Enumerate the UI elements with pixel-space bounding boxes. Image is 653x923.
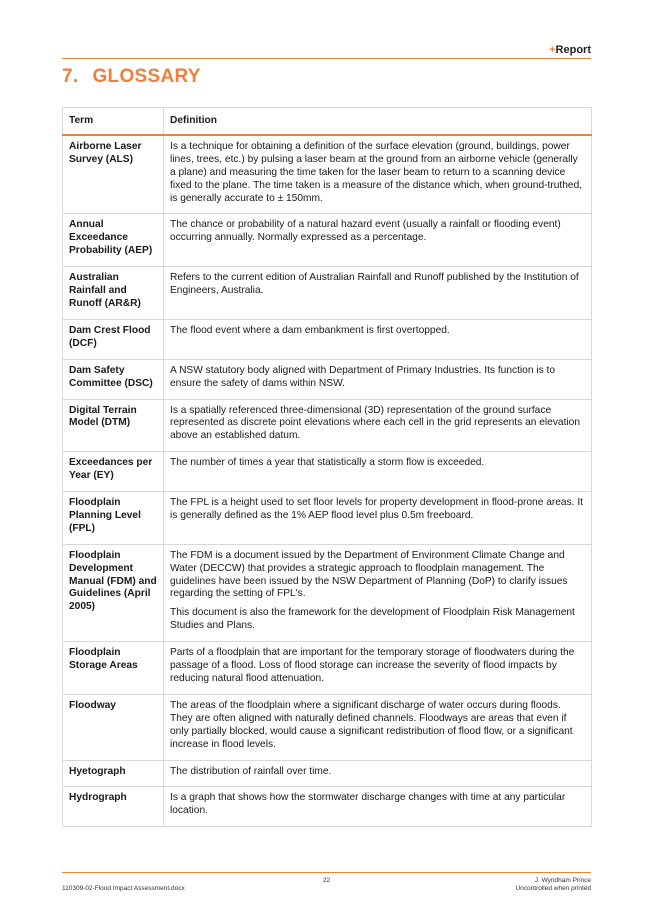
section-title: GLOSSARY (92, 66, 201, 87)
glossary-term: Dam Safety Committee (DSC) (63, 359, 164, 399)
definition-paragraph: The flood event where a dam embankment is first overtopped. (170, 324, 450, 336)
glossary-definition (164, 135, 592, 214)
glossary-row (63, 319, 592, 359)
glossary-row (63, 399, 592, 452)
glossary-header-row (63, 108, 592, 135)
document-filename: 110309-02-Flood Impact Assessment.docx (62, 885, 185, 892)
glossary-term: Australian Rainfall and Runoff (AR&R) (63, 267, 164, 320)
glossary-row (63, 642, 592, 695)
definition-paragraph: The distribution of rainfall over time. (170, 765, 332, 777)
glossary-row (63, 760, 592, 787)
header-rule (62, 58, 591, 59)
glossary-definition (164, 214, 592, 267)
glossary-definition (164, 544, 592, 641)
glossary-definition (164, 760, 592, 787)
section-heading (62, 66, 201, 88)
glossary-body (63, 135, 592, 827)
report-header-label (549, 44, 591, 56)
glossary-row (63, 267, 592, 320)
definition-paragraph: Parts of a floodplain that are important for the temporary storage of floodwaters during the passage of a flood. Loss of flood storage can increase the severity of flood impacts by reducing natural flood attenuation. (170, 647, 575, 684)
definition-paragraph: A NSW statutory body aligned with Department of Primary Industries. Its function is to ensure the safety of dams within NSW. (170, 364, 556, 389)
footer-rule (62, 872, 591, 873)
glossary-definition (164, 492, 592, 545)
glossary-definition (164, 642, 592, 695)
definition-paragraph: Is a spatially referenced three-dimensional (3D) representation of the ground surface represented as discrete point elevations where each cell in the grid represents an elevation above an established datum. (170, 404, 581, 442)
glossary-row (63, 544, 592, 641)
definition-paragraph: The chance or probability of a natural hazard event (usually a rainfall or flooding event) occurring annually. Normally expressed as a percentage. (170, 219, 561, 244)
glossary-term: Airborne Laser Survey (ALS) (63, 135, 164, 214)
glossary-definition (164, 452, 592, 492)
glossary-definition (164, 787, 592, 827)
glossary-row (63, 135, 592, 214)
glossary-term: Digital Terrain Model (DTM) (63, 399, 164, 452)
glossary-row (63, 214, 592, 267)
glossary-definition (164, 399, 592, 452)
definition-paragraph: The number of times a year that statistically a storm flow is exceeded. (170, 457, 485, 469)
glossary-row (63, 452, 592, 492)
glossary-term: Hydrograph (63, 787, 164, 827)
glossary-term: Dam Crest Flood (DCF) (63, 319, 164, 359)
definition-paragraph: Is a technique for obtaining a definition of the surface elevation (ground, buildings, power lines, trees, etc.) by pulsing a laser beam at the ground from an airborne vehicle (generally a plane) and measuring the time taken for the laser beam to return to a scanning device fixed to the plane. The time taken is a measure of the distance which, when ground-truthed, is generally accurate to ± 150mm. (170, 140, 583, 204)
glossary-term: Exceedances per Year (EY) (63, 452, 164, 492)
column-header-definition: Definition (164, 108, 592, 135)
definition-paragraph: Refers to the current edition of Australian Rainfall and Runoff published by the Institution of Engineers, Australia. (170, 272, 579, 297)
glossary-term: Floodplain Development Manual (FDM) and Guidelines (April 2005) (63, 544, 164, 641)
glossary-row (63, 787, 592, 827)
page-number: 22 (322, 877, 331, 884)
plus-mark: + (549, 44, 556, 56)
column-header-term: Term (63, 108, 164, 135)
definition-paragraph: The areas of the floodplain where a significant discharge of water occurs during floods. They are often aligned with naturally defined channels. Floodways are areas that even if only partially blocked, would cause a significant redistribution of flood flow, or a significant increase in flood levels. (170, 699, 573, 750)
glossary-term: Hyetograph (63, 760, 164, 787)
glossary-definition (164, 319, 592, 359)
document-control-note: Uncontrolled when printed (515, 885, 591, 892)
glossary-term: Floodplain Planning Level (FPL) (63, 492, 164, 545)
definition-paragraph: Is a graph that shows how the stormwater discharge changes with time at any particular location. (170, 792, 566, 817)
glossary-term: Annual Exceedance Probability (AEP) (63, 214, 164, 267)
glossary-definition (164, 267, 592, 320)
section-number: 7. (62, 66, 79, 87)
glossary-term: Floodway (63, 694, 164, 760)
report-label: Report (555, 44, 591, 56)
glossary-row (63, 694, 592, 760)
glossary-term: Floodplain Storage Areas (63, 642, 164, 695)
company-name: J. Wyndham Prince (534, 877, 591, 884)
glossary-table (62, 107, 592, 827)
definition-paragraph: The FDM is a document issued by the Department of Environment Climate Change and Water (DECCW) that provides a strategic approach to floodplain management. The guidelines have been issued by the NSW Department of Planning (DoP) to clarify issues regarding the setting of FPL's. (170, 549, 568, 600)
glossary-definition (164, 694, 592, 760)
definition-paragraph: The FPL is a height used to set floor levels for property development in flood-prone areas. It is generally defined as the 1% AEP flood level plus 0.5m freeboard. (170, 497, 584, 521)
definition-paragraph: This document is also the framework for the development of Floodplain Risk Management Studies and Plans. (170, 607, 575, 632)
glossary-row (63, 359, 592, 399)
glossary-definition (164, 359, 592, 399)
glossary-row (63, 492, 592, 545)
